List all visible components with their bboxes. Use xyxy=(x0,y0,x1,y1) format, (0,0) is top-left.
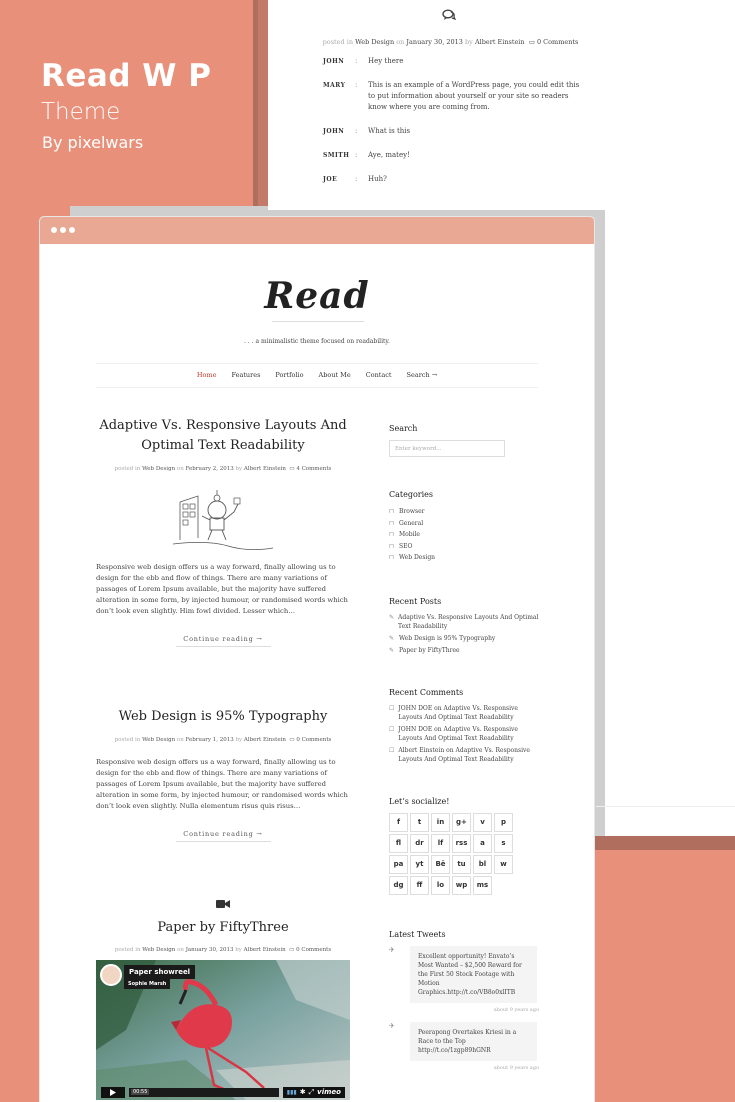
picasa-icon[interactable]: w xyxy=(494,855,513,874)
category-item[interactable]: ⊓ SEO xyxy=(389,541,539,553)
pencil-icon: ✎ xyxy=(389,646,395,654)
background-divider xyxy=(258,0,268,215)
nav-portfolio[interactable]: Portfolio xyxy=(275,371,304,379)
recent-comment-item[interactable]: ☐ JOHN DOE on Adaptive Vs. Responsive Layouts And Optimal Text Readability xyxy=(389,704,518,721)
pinterest-icon[interactable]: p xyxy=(494,813,513,832)
window-titlebar xyxy=(40,217,594,244)
video-progress-bar[interactable] xyxy=(129,1088,279,1097)
meta-category-link[interactable]: Web Design xyxy=(142,737,176,743)
nav-home[interactable]: Home xyxy=(196,371,217,379)
post-article xyxy=(96,899,350,1100)
main-nav xyxy=(40,371,594,379)
continue-reading-link[interactable]: Continue reading → xyxy=(176,635,271,647)
tweet-time: about 9 years ago xyxy=(493,1006,539,1013)
pencil-icon: ✎ xyxy=(389,634,395,642)
recent-comments-widget xyxy=(389,688,539,764)
chat-line: MARY : This is an example of a WordPress page, you could edit this to put information about yourself or your site so readers know where you are coming from. xyxy=(323,81,580,111)
tweets-widget xyxy=(389,930,539,1071)
window-dot-icon xyxy=(69,227,75,233)
widget-title: Categories xyxy=(389,490,433,499)
chat-line: JOHN : Hey there xyxy=(323,57,404,65)
post-meta: posted in Web Design on January 30, 2013 by Albert Einstein ▭ 0 Comments xyxy=(114,947,332,953)
widget-title: Recent Posts xyxy=(389,596,442,606)
google-plus-icon[interactable]: g+ xyxy=(452,813,471,832)
meta-date-link[interactable]: January 30, 2013 xyxy=(185,947,234,953)
meta-category-link[interactable]: Web Design xyxy=(142,947,176,953)
twitter-icon[interactable]: t xyxy=(410,813,429,832)
nav-divider xyxy=(96,387,538,388)
meta-category-link[interactable]: Web Design xyxy=(355,38,395,46)
post-article xyxy=(96,416,350,647)
category-item[interactable]: ⊓ Mobile xyxy=(389,529,539,541)
tweet-item xyxy=(389,946,539,1003)
background-line xyxy=(596,806,735,807)
meta-date-link[interactable]: February 1, 2013 xyxy=(185,737,234,743)
twitter-bird-icon: ✈ xyxy=(389,945,395,954)
blogger-icon[interactable]: bl xyxy=(473,855,492,874)
dribbble-icon[interactable]: dr xyxy=(410,834,429,853)
tweet-time: about 9 years ago xyxy=(493,1064,539,1071)
chat-line: SMITH : Aye, matey! xyxy=(323,151,410,159)
widget-title: Let’s socialize! xyxy=(389,796,450,806)
myspace-icon[interactable]: ms xyxy=(473,876,492,895)
rss-icon[interactable]: rss xyxy=(452,834,471,853)
category-item[interactable]: ⊓ Web Design xyxy=(389,552,539,564)
background-panel-right xyxy=(590,836,735,1102)
fullscreen-icon[interactable]: ⤢ xyxy=(308,1087,315,1096)
tweet-item xyxy=(389,1022,539,1061)
widget-title: Search xyxy=(389,424,418,433)
nav-divider xyxy=(96,363,538,364)
category-item[interactable]: ⊓ Browser xyxy=(389,506,539,518)
linkedin-icon[interactable]: in xyxy=(431,813,450,832)
recent-comment-item[interactable]: ☐ JOHN DOE on Adaptive Vs. Responsive Layouts And Optimal Text Readability xyxy=(389,725,518,742)
window-dot-icon xyxy=(51,227,57,233)
twitter-bird-icon: ✈ xyxy=(389,1021,395,1030)
lastfm-icon[interactable]: lf xyxy=(431,834,450,853)
nav-features[interactable]: Features xyxy=(231,371,261,379)
folder-icon: ⊓ xyxy=(389,508,395,515)
folder-icon: ⊓ xyxy=(389,542,395,550)
path-icon[interactable]: pa xyxy=(389,855,408,874)
meta-date-link[interactable]: January 30, 2013 xyxy=(406,38,463,46)
post-excerpt: Responsive web design offers us a way forward, finally allowing us to design for the ebb and flow of things. There are many variations of passages of Lorem Ipsum available, but the majority have suffered alteration in some form, by injected humour, or randomised words which don’t look even slightly. Him fowl divided. Lesser which… xyxy=(96,563,348,615)
skype-icon[interactable]: s xyxy=(494,834,513,853)
post-title[interactable]: Paper by FiftyThree xyxy=(157,920,289,935)
brand-subtitle: Theme xyxy=(41,99,121,125)
folder-icon: ⊓ xyxy=(389,554,395,561)
post-meta: posted in Web Design on February 2, 2013 by Albert Einstein ▭ 4 Comments xyxy=(114,466,332,472)
chat-line: JOE : Huh? xyxy=(323,175,387,183)
volume-icon[interactable]: ▮▮▮ xyxy=(286,1088,297,1096)
brand-title: Read W P xyxy=(41,58,212,94)
widget-title: Recent Comments xyxy=(389,687,464,697)
behance-icon[interactable]: Bē xyxy=(431,855,450,874)
social-widget xyxy=(389,797,539,895)
play-button[interactable] xyxy=(101,1087,125,1098)
site-logo[interactable]: Read xyxy=(264,275,370,317)
recent-post-item[interactable]: ✎ Adaptive Vs. Responsive Layouts And Optimal Text Readability xyxy=(389,613,539,630)
sidebar xyxy=(389,424,539,1080)
meta-category-link[interactable]: Web Design xyxy=(142,466,176,472)
nav-contact[interactable]: Contact xyxy=(365,371,392,379)
recent-post-item[interactable]: ✎ Paper by FiftyThree xyxy=(389,646,460,654)
brand-byline: By pixelwars xyxy=(42,133,144,152)
browser-window xyxy=(40,217,594,1102)
post-excerpt: Responsive web design offers us a way forward, finally allowing us to design for the ebb and flow of things. There are many variations of passages of Lorem Ipsum available, but the majority have suffered alteration in some form, by injected humour, or randomised words which don’t look even slightly. Nulla elementum risus quis risus… xyxy=(96,758,348,810)
video-author[interactable]: Sophie Marsh xyxy=(124,979,170,989)
chat-icon xyxy=(442,9,456,25)
tweet-text[interactable]: Peerapong Overtakes Kriesi in a Race to the Top http://t.co/1zgp89hGNR xyxy=(410,1022,537,1061)
continue-reading-link[interactable]: Continue reading → xyxy=(176,830,271,842)
comment-icon: ☐ xyxy=(389,725,395,733)
folder-icon: ⊓ xyxy=(389,519,395,527)
video-toolbar xyxy=(283,1087,345,1098)
meta-comments-link[interactable]: 0 Comments xyxy=(296,737,332,743)
social-icons xyxy=(389,813,539,895)
recent-posts-widget xyxy=(389,597,539,655)
folder-icon: ⊓ xyxy=(389,531,395,538)
wordpress-icon[interactable]: wp xyxy=(452,876,471,895)
video-title[interactable]: Paper showreel xyxy=(124,965,195,979)
meta-comments-link[interactable]: 0 Comments xyxy=(536,38,579,46)
vimeo-logo[interactable]: vimeo xyxy=(317,1088,341,1096)
vimeo-icon[interactable]: v xyxy=(473,813,492,832)
search-widget xyxy=(389,424,539,457)
tweet-text[interactable]: Excellent opportunity! Envato’s Most Wanted – $2,500 Reward for the First 50 Stock Footage with Motion Graphics.http://t.co/VB8o0xlITB xyxy=(410,946,537,1003)
chat-transcript xyxy=(323,56,583,198)
window-dot-icon xyxy=(60,227,66,233)
youtube-icon[interactable]: yt xyxy=(410,855,429,874)
digg-icon[interactable]: dg xyxy=(389,876,408,895)
comment-icon: ☐ xyxy=(389,704,395,712)
video-camera-icon xyxy=(96,899,350,912)
post-article xyxy=(96,707,350,842)
meta-author-link[interactable]: Albert Einstein xyxy=(243,947,286,953)
comment-icon: ☐ xyxy=(389,746,395,754)
facebook-icon[interactable]: f xyxy=(389,813,408,832)
widget-title: Latest Tweets xyxy=(389,929,446,939)
video-time: 00:55 xyxy=(133,1088,148,1095)
robot-sketch-image xyxy=(168,482,278,552)
chat-line: JOHN : What is this xyxy=(323,127,411,135)
recent-post-item[interactable]: ✎ Web Design is 95% Typography xyxy=(389,634,496,642)
background-panel-right-shadow xyxy=(590,836,735,850)
friendfeed-icon[interactable]: ff xyxy=(410,876,429,895)
location-icon[interactable]: lo xyxy=(431,876,450,895)
meta-comments-link[interactable]: 0 Comments xyxy=(296,947,332,953)
nav-search[interactable]: Search → xyxy=(406,371,438,379)
recent-comment-item[interactable]: ☐ Albert Einstein on Adaptive Vs. Responsive Layouts And Optimal Text Readability xyxy=(389,746,530,763)
post-meta: posted in Web Design on February 1, 2013 by Albert Einstein ▭ 0 Comments xyxy=(114,737,332,743)
meta-author-link[interactable]: Albert Einstein xyxy=(474,38,525,46)
search-input[interactable]: Enter keyword... xyxy=(389,440,505,457)
flickr-icon[interactable]: fl xyxy=(389,834,408,853)
post-title[interactable]: Adaptive Vs. Responsive Layouts And Optimal Text Readability xyxy=(99,418,347,453)
post-title[interactable]: Web Design is 95% Typography xyxy=(118,709,328,724)
top-post-preview xyxy=(268,0,735,210)
tumblr-icon[interactable]: tu xyxy=(452,855,471,874)
meta-comments-link[interactable]: 4 Comments xyxy=(296,466,332,472)
settings-gear-icon[interactable]: ✱ xyxy=(299,1088,306,1096)
logo-divider xyxy=(272,321,364,322)
site-tagline: . . . a minimalistic theme focused on readability. xyxy=(244,338,390,345)
video-author-avatar[interactable] xyxy=(100,964,122,986)
nav-about[interactable]: About Me xyxy=(318,371,351,379)
category-item[interactable]: ⊓ General xyxy=(389,518,539,530)
forrst-icon[interactable]: a xyxy=(473,834,492,853)
pencil-icon: ✎ xyxy=(389,613,395,621)
meta-author-link[interactable]: Albert Einstein xyxy=(243,466,286,472)
video-player[interactable] xyxy=(96,960,350,1100)
meta-date-link[interactable]: February 2, 2013 xyxy=(185,466,234,472)
post-meta: posted in Web Design on January 30, 2013 by Albert Einstein ▭ 0 Comments xyxy=(322,38,579,46)
video-controls xyxy=(96,1084,350,1100)
categories-widget xyxy=(389,490,539,564)
meta-author-link[interactable]: Albert Einstein xyxy=(243,737,286,743)
